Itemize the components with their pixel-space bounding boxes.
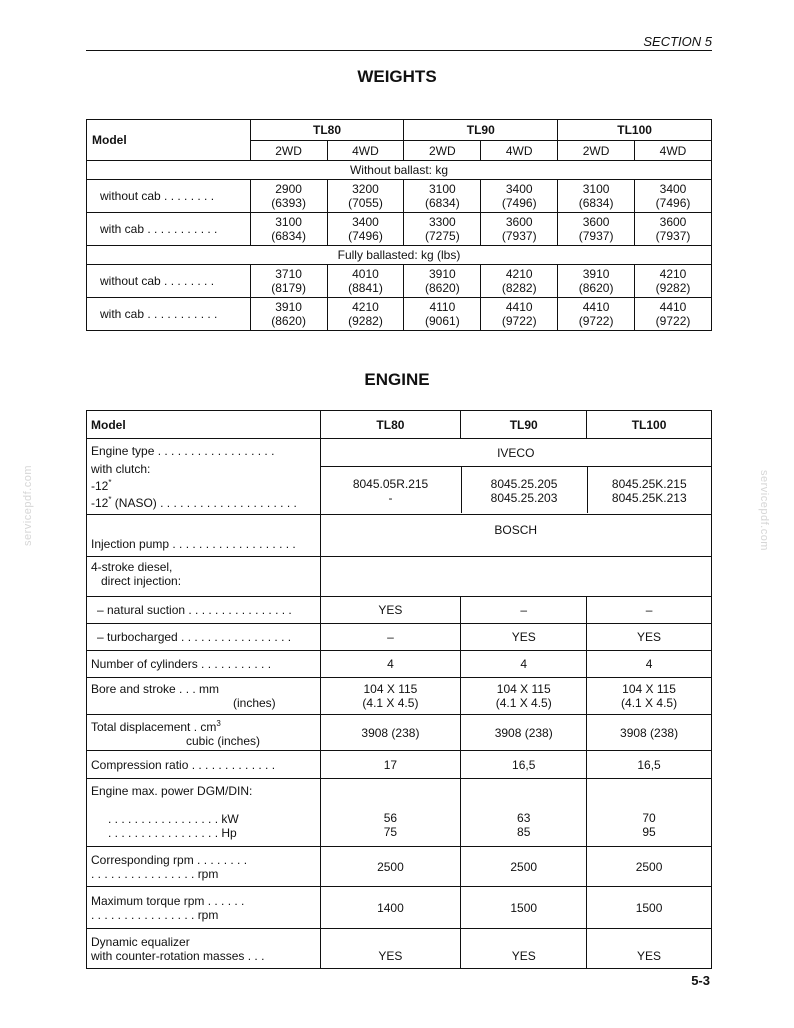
displacement-tl90: 3908 (238) [461, 715, 587, 751]
table-row [87, 678, 712, 715]
equalizer-tl100: YES [587, 929, 712, 969]
table-row [87, 597, 712, 624]
table-row [87, 439, 712, 515]
engine-type-label-cell [87, 439, 321, 515]
engine-model-tl80: TL80 [320, 411, 461, 439]
engine-model-header: Model [87, 411, 321, 439]
injection-pump-label: Injection pump . . . . . . . . . . . . . . . . . . . [87, 515, 321, 557]
power-tl90: 63 85 [461, 779, 587, 847]
weight-cell: 4210 (8282) [481, 265, 558, 298]
row-label-without-cab: without cab . . . . . . . . [87, 265, 251, 298]
turbocharged-tl100: YES [587, 624, 712, 651]
table-row [87, 887, 712, 929]
header-rule [86, 50, 712, 51]
drive-header: 2WD [558, 141, 635, 161]
table-row [87, 624, 712, 651]
table-row [87, 751, 712, 779]
compression-tl100: 16,5 [587, 751, 712, 779]
power-label: Engine max. power DGM/DIN: [91, 784, 253, 798]
weight-cell: 3600 (7937) [635, 213, 712, 246]
weights-model-header: Model [87, 120, 251, 161]
table-row [87, 929, 712, 969]
drive-header: 4WD [635, 141, 712, 161]
cylinders-label: Number of cylinders . . . . . . . . . . . [87, 651, 321, 678]
weights-title: WEIGHTS [357, 67, 437, 86]
engine-title: ENGINE [364, 370, 430, 389]
torque-rpm-tl80: 1400 [320, 887, 461, 929]
table-row [87, 779, 712, 847]
power-kw-label: . . . . . . . . . . . . . . . . . kW [108, 812, 239, 826]
table-row [87, 515, 712, 557]
weight-cell: 3400 (7496) [327, 213, 404, 246]
displacement-tl80: 3908 (238) [320, 715, 461, 751]
weight-cell: 3400 (7496) [635, 180, 712, 213]
engine-type-value: IVECO [321, 439, 711, 467]
weight-cell: 3600 (7937) [558, 213, 635, 246]
weight-cell: 4010 (8841) [327, 265, 404, 298]
displacement-tl100: 3908 (238) [587, 715, 712, 751]
power-tl100: 70 95 [587, 779, 712, 847]
weight-cell: 3100 (6834) [250, 213, 327, 246]
natural-suction-tl80: YES [320, 597, 461, 624]
table-row [87, 265, 712, 298]
turbocharged-tl80: – [320, 624, 461, 651]
clutch-12-naso-label: -12* (NASO) . . . . . . . . . . . . . . . . . . . . . [91, 495, 297, 510]
section-label: SECTION 5 [643, 34, 712, 49]
corr-rpm-tl90: 2500 [461, 847, 587, 887]
clutch-tl80: 8045.05R.215 - [321, 467, 462, 513]
weight-cell: 2900 (6393) [250, 180, 327, 213]
weight-cell: 3910 (8620) [404, 265, 481, 298]
compression-tl90: 16,5 [461, 751, 587, 779]
four-stroke-empty [320, 557, 711, 597]
equalizer-label: Dynamic equalizer with counter-rotation masses . . . [87, 929, 321, 969]
weight-cell: 4210 (9282) [635, 265, 712, 298]
cylinders-tl80: 4 [320, 651, 461, 678]
row-label-without-cab: without cab . . . . . . . . [87, 180, 251, 213]
engine-table [86, 410, 712, 969]
drive-header: 2WD [250, 141, 327, 161]
power-hp-label: . . . . . . . . . . . . . . . . . Hp [108, 826, 237, 840]
band-fully-ballasted: Fully ballasted: kg (lbs) [87, 246, 712, 265]
bore-tl90: 104 X 115 (4.1 X 4.5) [461, 678, 587, 715]
engine-type-label: Engine type . . . . . . . . . . . . . . . . . . [91, 444, 275, 458]
engine-type-values [320, 439, 711, 515]
bore-tl80: 104 X 115 (4.1 X 4.5) [320, 678, 461, 715]
clutch-12-label: -12* [91, 478, 112, 493]
clutch-tl100: 8045.25K.215 8045.25K.213 [611, 477, 687, 505]
row-label-with-cab: with cab . . . . . . . . . . . [87, 298, 251, 331]
weights-model-tl80: TL80 [250, 120, 404, 141]
corr-rpm-tl80: 2500 [320, 847, 461, 887]
torque-rpm-tl90: 1500 [461, 887, 587, 929]
injection-pump-value: BOSCH [320, 515, 711, 557]
weight-cell: 3200 (7055) [327, 180, 404, 213]
page-number: 5-3 [691, 973, 710, 988]
with-clutch-label: with clutch: [91, 462, 151, 476]
watermark-right: servicepdf.com [758, 470, 770, 551]
turbocharged-label: – turbocharged . . . . . . . . . . . . . . . . . [87, 624, 321, 651]
weight-cell: 3910 (8620) [558, 265, 635, 298]
engine-model-tl100: TL100 [587, 411, 712, 439]
table-row [87, 213, 712, 246]
weight-cell: 3600 (7937) [481, 213, 558, 246]
corr-rpm-tl100: 2500 [587, 847, 712, 887]
weight-cell: 3400 (7496) [481, 180, 558, 213]
watermark-left: servicepdf.com [22, 465, 34, 546]
compression-tl80: 17 [320, 751, 461, 779]
clutch-tl90: 8045.25.205 8045.25.203 [462, 467, 588, 513]
weight-cell: 4410 (9722) [558, 298, 635, 331]
torque-rpm-label: Maximum torque rpm . . . . . . . . . . . . . . . . . . . . . . rpm [87, 887, 321, 929]
four-stroke-label: 4-stroke diesel, direct injection: [87, 557, 321, 597]
table-row [87, 847, 712, 887]
weight-cell: 4410 (9722) [635, 298, 712, 331]
natural-suction-tl90: – [461, 597, 587, 624]
drive-header: 4WD [327, 141, 404, 161]
weight-cell: 4210 (9282) [327, 298, 404, 331]
cylinders-tl90: 4 [461, 651, 587, 678]
weight-cell: 3300 (7275) [404, 213, 481, 246]
table-row [87, 715, 712, 751]
equalizer-tl80: YES [320, 929, 461, 969]
turbocharged-tl90: YES [461, 624, 587, 651]
band-without-ballast: Without ballast: kg [87, 161, 712, 180]
weight-cell: 4110 (9061) [404, 298, 481, 331]
table-row [87, 298, 712, 331]
displacement-label: Total displacement . $cm^3$ cubic (inches) [87, 715, 321, 751]
compression-label: Compression ratio . . . . . . . . . . . . . [87, 751, 321, 779]
weight-cell: 3710 (8179) [250, 265, 327, 298]
table-row [87, 557, 712, 597]
bore-stroke-label: Bore and stroke . . . mm (inches) [87, 678, 321, 715]
cylinders-tl100: 4 [587, 651, 712, 678]
weight-cell: 3100 (6834) [404, 180, 481, 213]
weights-model-tl100: TL100 [558, 120, 712, 141]
corr-rpm-label: Corresponding rpm . . . . . . . . . . . . . . . . . . . . . . . . rpm [87, 847, 321, 887]
natural-suction-tl100: – [587, 597, 712, 624]
weights-model-tl90: TL90 [404, 120, 558, 141]
torque-rpm-tl100: 1500 [587, 887, 712, 929]
weight-cell: 4410 (9722) [481, 298, 558, 331]
power-label-cell [87, 779, 321, 847]
drive-header: 2WD [404, 141, 481, 161]
natural-suction-label: – natural suction . . . . . . . . . . . . . . . . [87, 597, 321, 624]
table-row [87, 180, 712, 213]
engine-model-tl90: TL90 [461, 411, 587, 439]
weight-cell: 3100 (6834) [558, 180, 635, 213]
table-row [87, 651, 712, 678]
equalizer-tl90: YES [461, 929, 587, 969]
row-label-with-cab: with cab . . . . . . . . . . . [87, 213, 251, 246]
weight-cell: 3910 (8620) [250, 298, 327, 331]
power-tl80: 56 75 [320, 779, 461, 847]
drive-header: 4WD [481, 141, 558, 161]
bore-tl100: 104 X 115 (4.1 X 4.5) [587, 678, 712, 715]
weights-table [86, 119, 712, 331]
